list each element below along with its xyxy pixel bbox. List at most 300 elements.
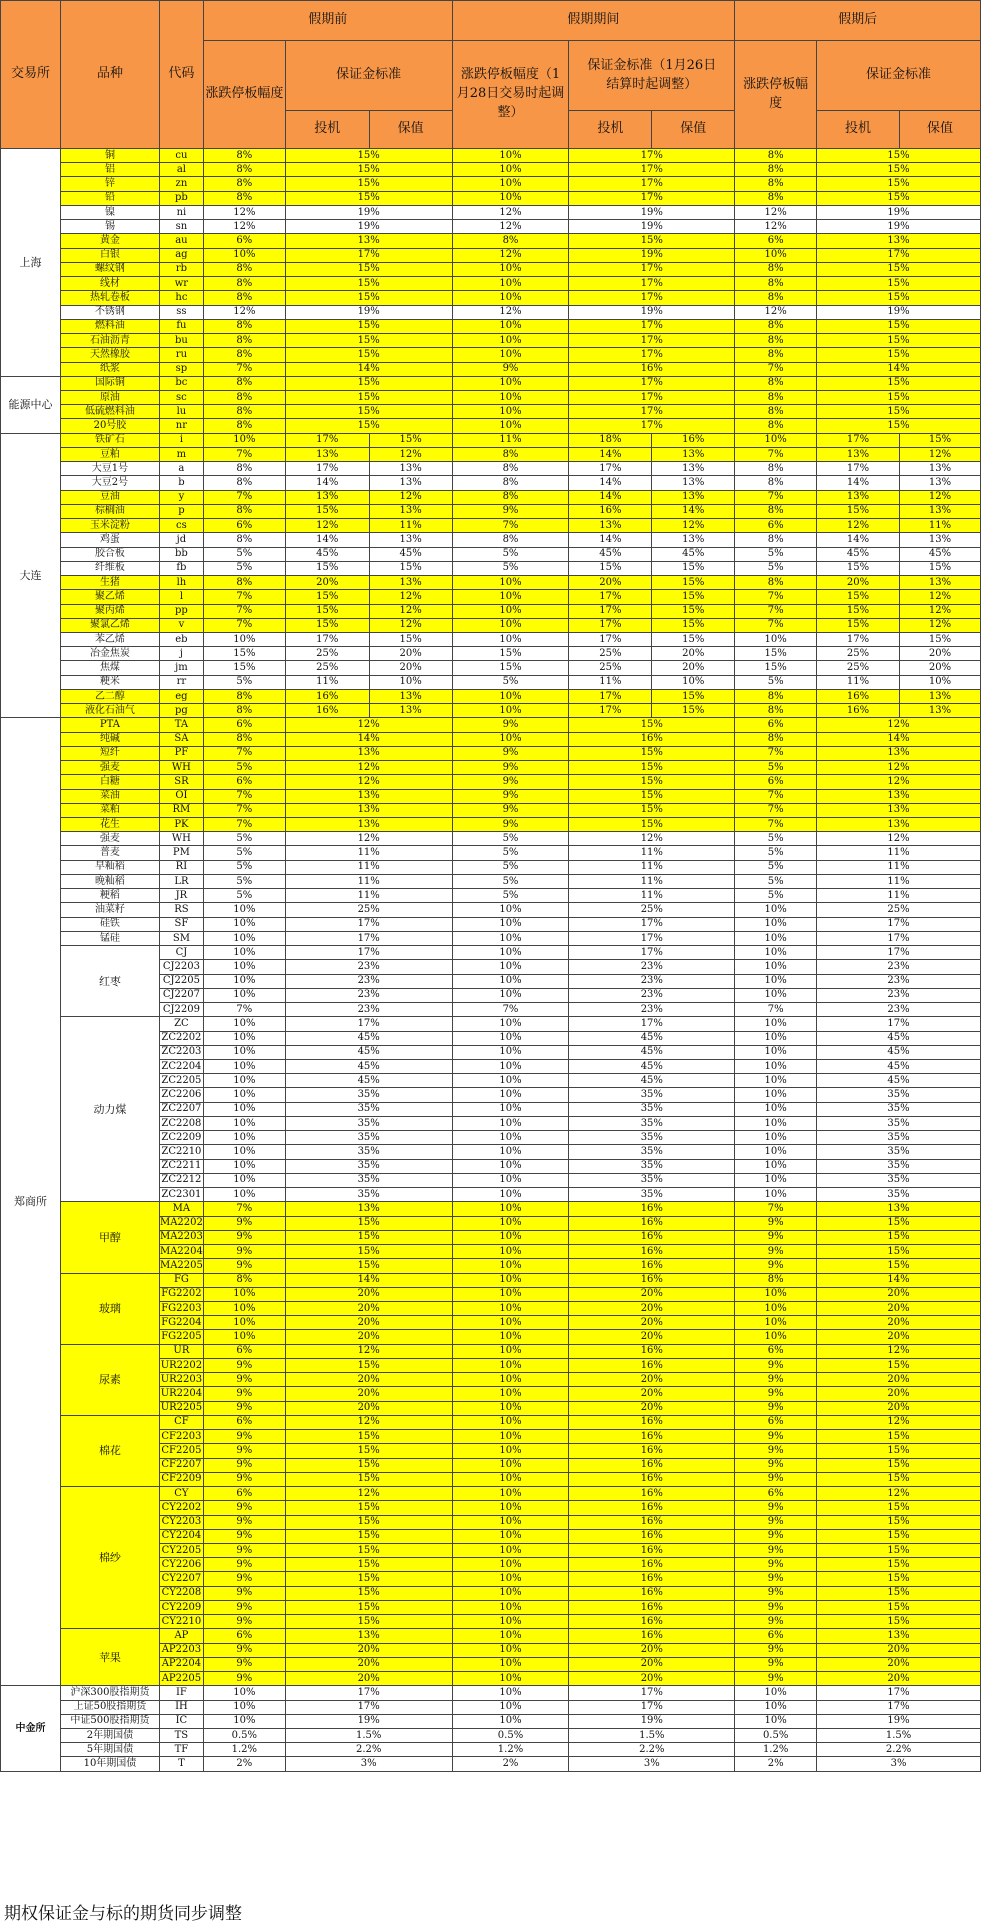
margin-during-cell: 35% [569,1188,735,1202]
limit-during-cell: 8% [452,476,569,490]
margin-before-cell: 15% [285,405,452,419]
margin-during-cell: 23% [569,960,735,974]
margin-during-cell: 45% [569,1045,735,1059]
limit-before-cell: 12% [203,220,285,234]
limit-during-cell: 15% [452,661,569,675]
limit-before-cell: 10% [203,1159,285,1173]
limit-during-cell: 10% [452,1116,569,1130]
hedge-after-cell: 12% [899,590,980,604]
margin-during-cell: 15% [569,718,735,732]
limit-before-cell: 8% [203,533,285,547]
limit-before-cell: 10% [203,917,285,931]
limit-before-cell: 5% [203,832,285,846]
limit-before-cell: 7% [203,604,285,618]
margin-after-cell: 25% [817,903,981,917]
hedge-before-cell: 15% [369,561,452,575]
code-cell: lh [159,576,203,590]
code-cell: sp [159,362,203,376]
variety-cell: 纸浆 [60,362,159,376]
table-row [1,604,981,618]
spec-before-cell: 15% [285,504,369,518]
margin-before-cell: 15% [285,1472,452,1486]
table-row [1,547,981,561]
margin-before-cell: 15% [285,1245,452,1259]
hedge-before-cell: 12% [369,447,452,461]
margin-during-cell: 17% [569,277,735,291]
variety-group-cell: 动力煤 [60,1017,159,1202]
limit-after-cell: 5% [735,832,817,846]
variety-cell: 燃料油 [60,319,159,333]
limit-after-cell: 9% [735,1259,817,1273]
limit-after-cell: 10% [735,1316,817,1330]
margin-after-cell: 17% [817,931,981,945]
margin-before-cell: 11% [285,874,452,888]
margin-during-cell: 20% [569,1672,735,1686]
margin-before-cell: 20% [285,1657,452,1671]
limit-during-cell: 10% [452,1273,569,1287]
limit-during-cell: 7% [452,519,569,533]
margin-during-cell: 17% [569,1017,735,1031]
margin-after-cell: 19% [817,205,981,219]
hedge-before-cell: 15% [369,433,452,447]
code-cell: CF2205 [159,1444,203,1458]
margin-during-cell: 16% [569,1487,735,1501]
code-cell: m [159,447,203,461]
margin-during-cell: 16% [569,1558,735,1572]
spec-before-cell: 13% [285,447,369,461]
margin-during-cell: 17% [569,917,735,931]
code-cell: RI [159,860,203,874]
limit-after-cell: 10% [735,1686,817,1700]
limit-during-cell: 9% [452,718,569,732]
variety-cell: 白银 [60,248,159,262]
limit-after-cell: 5% [735,860,817,874]
limit-after-cell: 5% [735,675,817,689]
limit-during-cell: 10% [452,1245,569,1259]
exchange-cell: 上海 [1,149,61,377]
variety-cell: 白糖 [60,775,159,789]
limit-after-cell: 10% [735,1301,817,1315]
limit-after-cell: 5% [735,561,817,575]
limit-during-cell: 10% [452,1017,569,1031]
limit-after-cell: 5% [735,846,817,860]
limit-during-cell: 10% [452,1686,569,1700]
variety-cell: 普麦 [60,846,159,860]
spec-after-cell: 15% [817,504,900,518]
code-cell: PK [159,818,203,832]
margin-before-cell: 15% [285,163,452,177]
margin-after-cell: 15% [817,1472,981,1486]
table-row [1,704,981,718]
limit-after-cell: 9% [735,1358,817,1372]
table-row [1,903,981,917]
limit-before-cell: 9% [203,1230,285,1244]
limit-during-cell: 10% [452,405,569,419]
limit-during-cell: 10% [452,988,569,1002]
limit-during-cell: 10% [452,1586,569,1600]
margin-before-cell: 19% [285,305,452,319]
margin-after-cell: 1.5% [817,1729,981,1743]
limit-during-cell: 10% [452,1159,569,1173]
margin-before-cell: 12% [285,718,452,732]
code-cell: RM [159,803,203,817]
limit-before-cell: 10% [203,1173,285,1187]
table-row [1,846,981,860]
code-cell: pb [159,191,203,205]
margin-before-cell: 17% [285,1017,452,1031]
code-cell: pg [159,704,203,718]
margin-before-cell: 15% [285,1515,452,1529]
margin-during-cell: 16% [569,1273,735,1287]
margin-during-cell: 11% [569,846,735,860]
limit-before-cell: 5% [203,561,285,575]
limit-after-cell: 10% [735,946,817,960]
spec-after-cell: 13% [817,490,900,504]
code-cell: wr [159,277,203,291]
limit-after-cell: 9% [735,1373,817,1387]
limit-before-cell: 10% [203,1145,285,1159]
limit-after-cell: 8% [735,405,817,419]
limit-during-cell: 12% [452,305,569,319]
code-cell: ag [159,248,203,262]
limit-after-cell: 8% [735,504,817,518]
code-cell: al [159,163,203,177]
variety-cell: 锌 [60,177,159,191]
margin-after-cell: 12% [817,1344,981,1358]
limit-before-cell: 10% [203,1060,285,1074]
limit-before-cell: 8% [203,462,285,476]
limit-after-cell: 10% [735,931,817,945]
limit-during-cell: 10% [452,1131,569,1145]
hedge-during-cell: 13% [652,462,735,476]
variety-cell: 豆粕 [60,447,159,461]
variety-group-cell: 红枣 [60,946,159,1017]
table-body [1,149,981,1772]
table-row [1,946,981,960]
code-cell: CY2209 [159,1600,203,1614]
table-row [1,490,981,504]
hedge-after-cell: 12% [899,618,980,632]
limit-during-cell: 12% [452,220,569,234]
limit-during-cell: 10% [452,177,569,191]
margin-after-cell: 20% [817,1330,981,1344]
limit-after-cell: 8% [735,376,817,390]
code-cell: FG2203 [159,1301,203,1315]
margin-before-cell: 35% [285,1116,452,1130]
limit-before-cell: 9% [203,1600,285,1614]
limit-after-cell: 6% [735,718,817,732]
margin-after-cell: 13% [817,234,981,248]
margin-before-cell: 15% [285,1216,452,1230]
table-row [1,447,981,461]
spec-after-cell: 25% [817,647,900,661]
spec-before-cell: 25% [285,647,369,661]
code-cell: CY2210 [159,1615,203,1629]
header-code: 代码 [159,1,203,149]
limit-during-cell: 12% [452,248,569,262]
limit-during-cell: 10% [452,334,569,348]
limit-before-cell: 6% [203,234,285,248]
code-cell: CY2208 [159,1586,203,1600]
code-cell: CJ2205 [159,974,203,988]
limit-before-cell: 10% [203,1116,285,1130]
spec-before-cell: 15% [285,604,369,618]
variety-cell: 冶金焦炭 [60,647,159,661]
margin-after-cell: 15% [817,1430,981,1444]
margin-during-cell: 17% [569,262,735,276]
limit-after-cell: 7% [735,818,817,832]
limit-before-cell: 10% [203,433,285,447]
limit-during-cell: 8% [452,462,569,476]
limit-before-cell: 9% [203,1501,285,1515]
margin-after-cell: 19% [817,305,981,319]
limit-during-cell: 10% [452,1458,569,1472]
hedge-during-cell: 13% [652,533,735,547]
margin-after-cell: 19% [817,1714,981,1728]
spec-after-cell: 13% [817,447,900,461]
variety-cell: 乙二醇 [60,689,159,703]
header-spec-during: 投机 [569,111,652,149]
margin-after-cell: 20% [817,1287,981,1301]
margin-before-cell: 23% [285,974,452,988]
limit-after-cell: 6% [735,1629,817,1643]
table-row [1,191,981,205]
exchange-cell: 大连 [1,433,61,718]
code-cell: TS [159,1729,203,1743]
margin-after-cell: 35% [817,1188,981,1202]
margin-during-cell: 16% [569,1259,735,1273]
code-cell: CJ2207 [159,988,203,1002]
hedge-after-cell: 13% [899,704,980,718]
margin-after-cell: 15% [817,390,981,404]
code-cell: SF [159,917,203,931]
hedge-before-cell: 13% [369,476,452,490]
limit-during-cell: 10% [452,1216,569,1230]
variety-cell: 生猪 [60,576,159,590]
margin-after-cell: 13% [817,746,981,760]
code-cell: CJ2203 [159,960,203,974]
margin-after-cell: 14% [817,1273,981,1287]
spec-during-cell: 17% [569,704,652,718]
code-cell: AP2205 [159,1672,203,1686]
spec-before-cell: 17% [285,462,369,476]
spec-after-cell: 17% [817,433,900,447]
limit-during-cell: 10% [452,1543,569,1557]
margin-after-cell: 20% [817,1643,981,1657]
limit-after-cell: 9% [735,1472,817,1486]
hedge-after-cell: 20% [899,661,980,675]
table-row [1,874,981,888]
margin-before-cell: 13% [285,1202,452,1216]
margin-during-cell: 16% [569,1515,735,1529]
table-row [1,1629,981,1643]
limit-after-cell: 8% [735,390,817,404]
code-cell: CY2204 [159,1529,203,1543]
margin-after-cell: 35% [817,1145,981,1159]
limit-during-cell: 10% [452,704,569,718]
limit-during-cell: 5% [452,874,569,888]
hedge-after-cell: 15% [899,433,980,447]
spec-during-cell: 20% [569,576,652,590]
table-row [1,476,981,490]
variety-cell: 锰硅 [60,931,159,945]
code-cell: PF [159,746,203,760]
header-exchange: 交易所 [1,1,61,149]
table-row [1,1017,981,1031]
margin-after-cell: 12% [817,832,981,846]
table-row [1,205,981,219]
code-cell: ZC2209 [159,1131,203,1145]
spec-after-cell: 15% [817,618,900,632]
table-row [1,931,981,945]
hedge-before-cell: 12% [369,604,452,618]
limit-after-cell: 9% [735,1529,817,1543]
code-cell: bb [159,547,203,561]
hedge-during-cell: 15% [652,704,735,718]
limit-during-cell: 2% [452,1757,569,1771]
limit-during-cell: 10% [452,1259,569,1273]
limit-during-cell: 10% [452,348,569,362]
limit-during-cell: 10% [452,1202,569,1216]
spec-during-cell: 16% [569,504,652,518]
header-variety: 品种 [60,1,159,149]
limit-during-cell: 10% [452,576,569,590]
limit-before-cell: 10% [203,1714,285,1728]
margin-before-cell: 45% [285,1031,452,1045]
limit-during-cell: 10% [452,149,569,163]
spec-during-cell: 11% [569,675,652,689]
variety-group-cell: 玻璃 [60,1273,159,1344]
limit-during-cell: 10% [452,419,569,433]
margin-after-cell: 15% [817,149,981,163]
margin-before-cell: 12% [285,1487,452,1501]
limit-before-cell: 7% [203,1202,285,1216]
spec-after-cell: 20% [817,576,900,590]
limit-before-cell: 9% [203,1373,285,1387]
margin-during-cell: 15% [569,761,735,775]
margin-after-cell: 17% [817,1700,981,1714]
limit-during-cell: 10% [452,1501,569,1515]
code-cell: SM [159,931,203,945]
margin-after-cell: 11% [817,846,981,860]
code-cell: UR2205 [159,1401,203,1415]
margin-before-cell: 35% [285,1131,452,1145]
hedge-before-cell: 13% [369,504,452,518]
limit-during-cell: 8% [452,447,569,461]
limit-before-cell: 5% [203,860,285,874]
limit-before-cell: 7% [203,1003,285,1017]
limit-after-cell: 10% [735,917,817,931]
table-row [1,220,981,234]
margin-before-cell: 45% [285,1074,452,1088]
limit-after-cell: 10% [735,1700,817,1714]
limit-after-cell: 10% [735,248,817,262]
margin-before-cell: 20% [285,1287,452,1301]
spec-during-cell: 14% [569,447,652,461]
spec-before-cell: 16% [285,689,369,703]
limit-before-cell: 9% [203,1458,285,1472]
margin-during-cell: 20% [569,1287,735,1301]
margin-during-cell: 20% [569,1643,735,1657]
margin-during-cell: 15% [569,818,735,832]
code-cell: CF2203 [159,1430,203,1444]
hedge-after-cell: 11% [899,519,980,533]
margin-during-cell: 16% [569,1543,735,1557]
margin-after-cell: 45% [817,1045,981,1059]
margin-during-cell: 17% [569,946,735,960]
margin-before-cell: 15% [285,348,452,362]
limit-before-cell: 9% [203,1245,285,1259]
code-cell: ZC2212 [159,1173,203,1187]
hedge-during-cell: 15% [652,576,735,590]
limit-after-cell: 10% [735,1045,817,1059]
hedge-before-cell: 20% [369,661,452,675]
variety-cell: 沪深300股指期货 [60,1686,159,1700]
spec-before-cell: 45% [285,547,369,561]
margin-during-cell: 16% [569,1358,735,1372]
limit-after-cell: 6% [735,1344,817,1358]
limit-after-cell: 5% [735,874,817,888]
limit-after-cell: 8% [735,1273,817,1287]
table-row [1,632,981,646]
code-cell: CY [159,1487,203,1501]
margin-during-cell: 17% [569,348,735,362]
margin-after-cell: 15% [817,163,981,177]
limit-after-cell: 10% [735,1116,817,1130]
limit-after-cell: 8% [735,576,817,590]
margin-after-cell: 15% [817,191,981,205]
code-cell: MA2203 [159,1230,203,1244]
variety-cell: 胶合板 [60,547,159,561]
margin-during-cell: 16% [569,1202,735,1216]
spec-during-cell: 14% [569,490,652,504]
limit-before-cell: 15% [203,661,285,675]
margin-after-cell: 15% [817,262,981,276]
limit-during-cell: 10% [452,946,569,960]
margin-after-cell: 15% [817,1230,981,1244]
limit-after-cell: 0.5% [735,1729,817,1743]
margin-during-cell: 11% [569,874,735,888]
hedge-during-cell: 15% [652,561,735,575]
limit-after-cell: 9% [735,1230,817,1244]
spec-before-cell: 13% [285,490,369,504]
hedge-after-cell: 13% [899,533,980,547]
limit-during-cell: 8% [452,234,569,248]
variety-cell: 液化石油气 [60,704,159,718]
variety-cell: 玉米淀粉 [60,519,159,533]
code-cell: au [159,234,203,248]
limit-after-cell: 7% [735,590,817,604]
table-row [1,462,981,476]
margin-after-cell: 35% [817,1088,981,1102]
limit-during-cell: 10% [452,1401,569,1415]
variety-cell: 线材 [60,277,159,291]
variety-cell: 螺纹钢 [60,262,159,276]
spec-during-cell: 17% [569,604,652,618]
code-cell: FG2202 [159,1287,203,1301]
margin-during-cell: 17% [569,419,735,433]
limit-after-cell: 10% [735,1060,817,1074]
margin-before-cell: 13% [285,234,452,248]
table-row [1,1714,981,1728]
spec-during-cell: 14% [569,533,652,547]
margin-before-cell: 23% [285,1003,452,1017]
limit-after-cell: 9% [735,1572,817,1586]
margin-during-cell: 16% [569,1529,735,1543]
variety-group-cell: 甲醇 [60,1202,159,1273]
margin-before-cell: 35% [285,1145,452,1159]
margin-before-cell: 15% [285,334,452,348]
